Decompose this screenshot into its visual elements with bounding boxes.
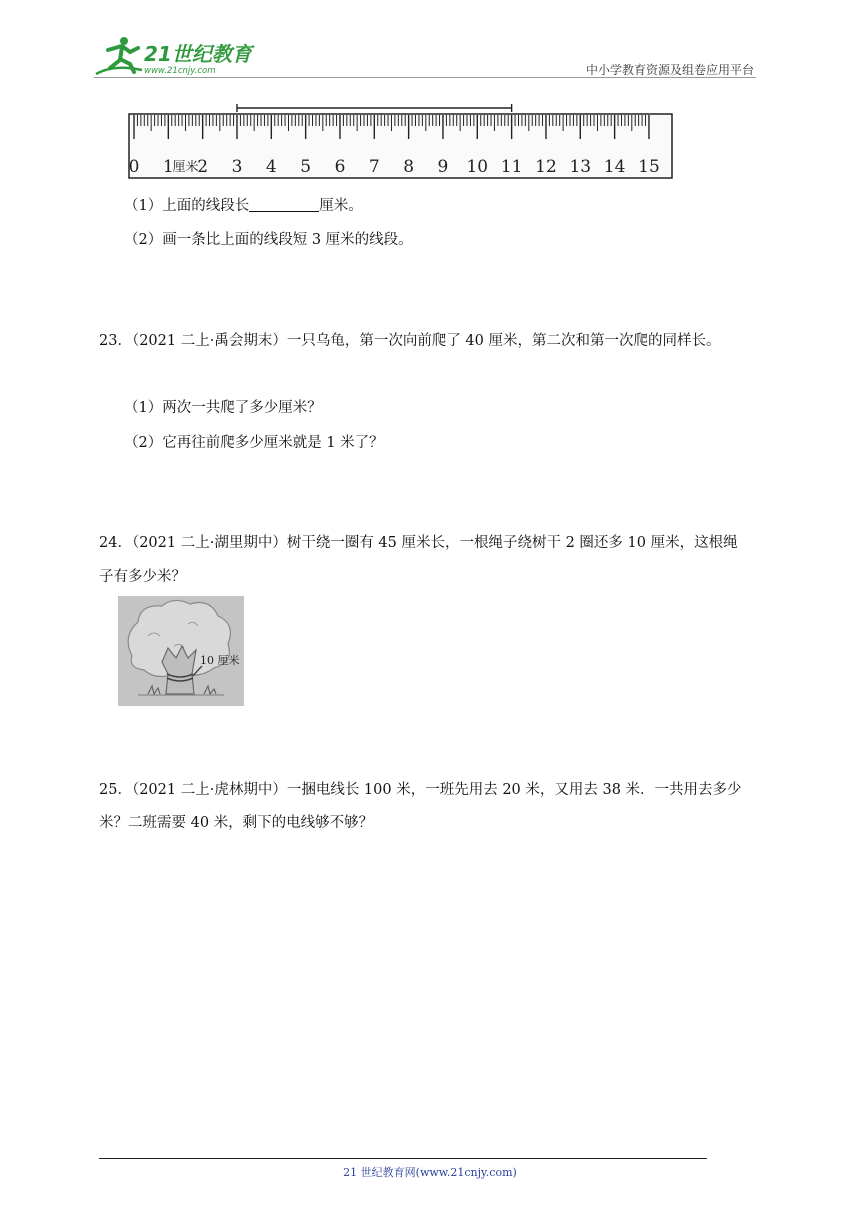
tree-illustration (118, 596, 244, 706)
q25-line2: 米？二班需要 40 米，剩下的电线够不够？ (99, 815, 374, 831)
q22-part1-suffix: 厘米。 (319, 198, 363, 214)
ruler-number: 5 (300, 157, 312, 177)
ruler-number: 11 (500, 157, 523, 177)
ruler-number: 1 (162, 157, 174, 177)
q22-part1-prefix: （1）上面的线段长 (124, 198, 250, 214)
q22-part2: （2）画一条比上面的线段短 3 厘米的线段。 (124, 232, 413, 248)
ruler-number: 14 (603, 157, 626, 177)
ruler-number: 8 (403, 157, 415, 177)
ruler-number: 0 (128, 157, 140, 177)
q23-part1: （1）两次一共爬了多少厘米？ (124, 400, 322, 416)
ruler-number: 7 (368, 157, 380, 177)
ruler-number: 4 (265, 157, 277, 177)
q25-line1: 25．（2021 二上·虎林期中）一捆电线长 100 米，一班先用去 20 米，又用去 38 米．一共用去多少 (99, 782, 742, 798)
q22-part1 (124, 196, 363, 216)
header-divider (94, 77, 756, 78)
ruler-number: 2 (197, 157, 209, 177)
page-header (94, 30, 756, 78)
ruler-number: 12 (535, 157, 557, 177)
ruler (124, 100, 680, 184)
ruler-number: 6 (334, 157, 346, 177)
rope-extra-label: 10 厘米 (200, 654, 240, 667)
q24-line2: 子有多少米？ (99, 569, 186, 585)
ruler-number: 9 (437, 157, 449, 177)
ruler-number: 13 (569, 157, 592, 177)
ruler-number: 3 (231, 157, 243, 177)
q23-part2: （2）它再往前爬多少厘米就是 1 米了？ (124, 435, 384, 451)
platform-title: 中小学教育资源及组卷应用平台 (585, 63, 754, 77)
ruler-number: 15 (638, 157, 660, 177)
footer-text[interactable]: 21 世纪教育网(www.21cnjy.com) (343, 1166, 517, 1179)
q23-stem: 23．（2021 二上·禹会期末）一只乌龟，第一次向前爬了 40 厘米，第二次和第一次爬的同样长。 (99, 333, 721, 349)
ruler-number: 10 (466, 157, 489, 177)
logo-text: 21世纪教育 (144, 42, 252, 66)
answer-blank[interactable] (249, 197, 319, 212)
ruler-unit-label: 厘米 (172, 160, 199, 175)
site-logo (94, 34, 264, 76)
line-segment (237, 104, 512, 112)
runner-icon (96, 37, 142, 74)
ruler-figure (124, 100, 680, 184)
q24-line1: 24．（2021 二上·湖里期中）树干绕一圈有 45 厘米长，一根绳子绕树干 2 圈还多 10 厘米，这根绳 (99, 535, 738, 551)
footer-divider (99, 1158, 707, 1159)
logo-subtext: www.21cnjy.com (144, 66, 216, 76)
